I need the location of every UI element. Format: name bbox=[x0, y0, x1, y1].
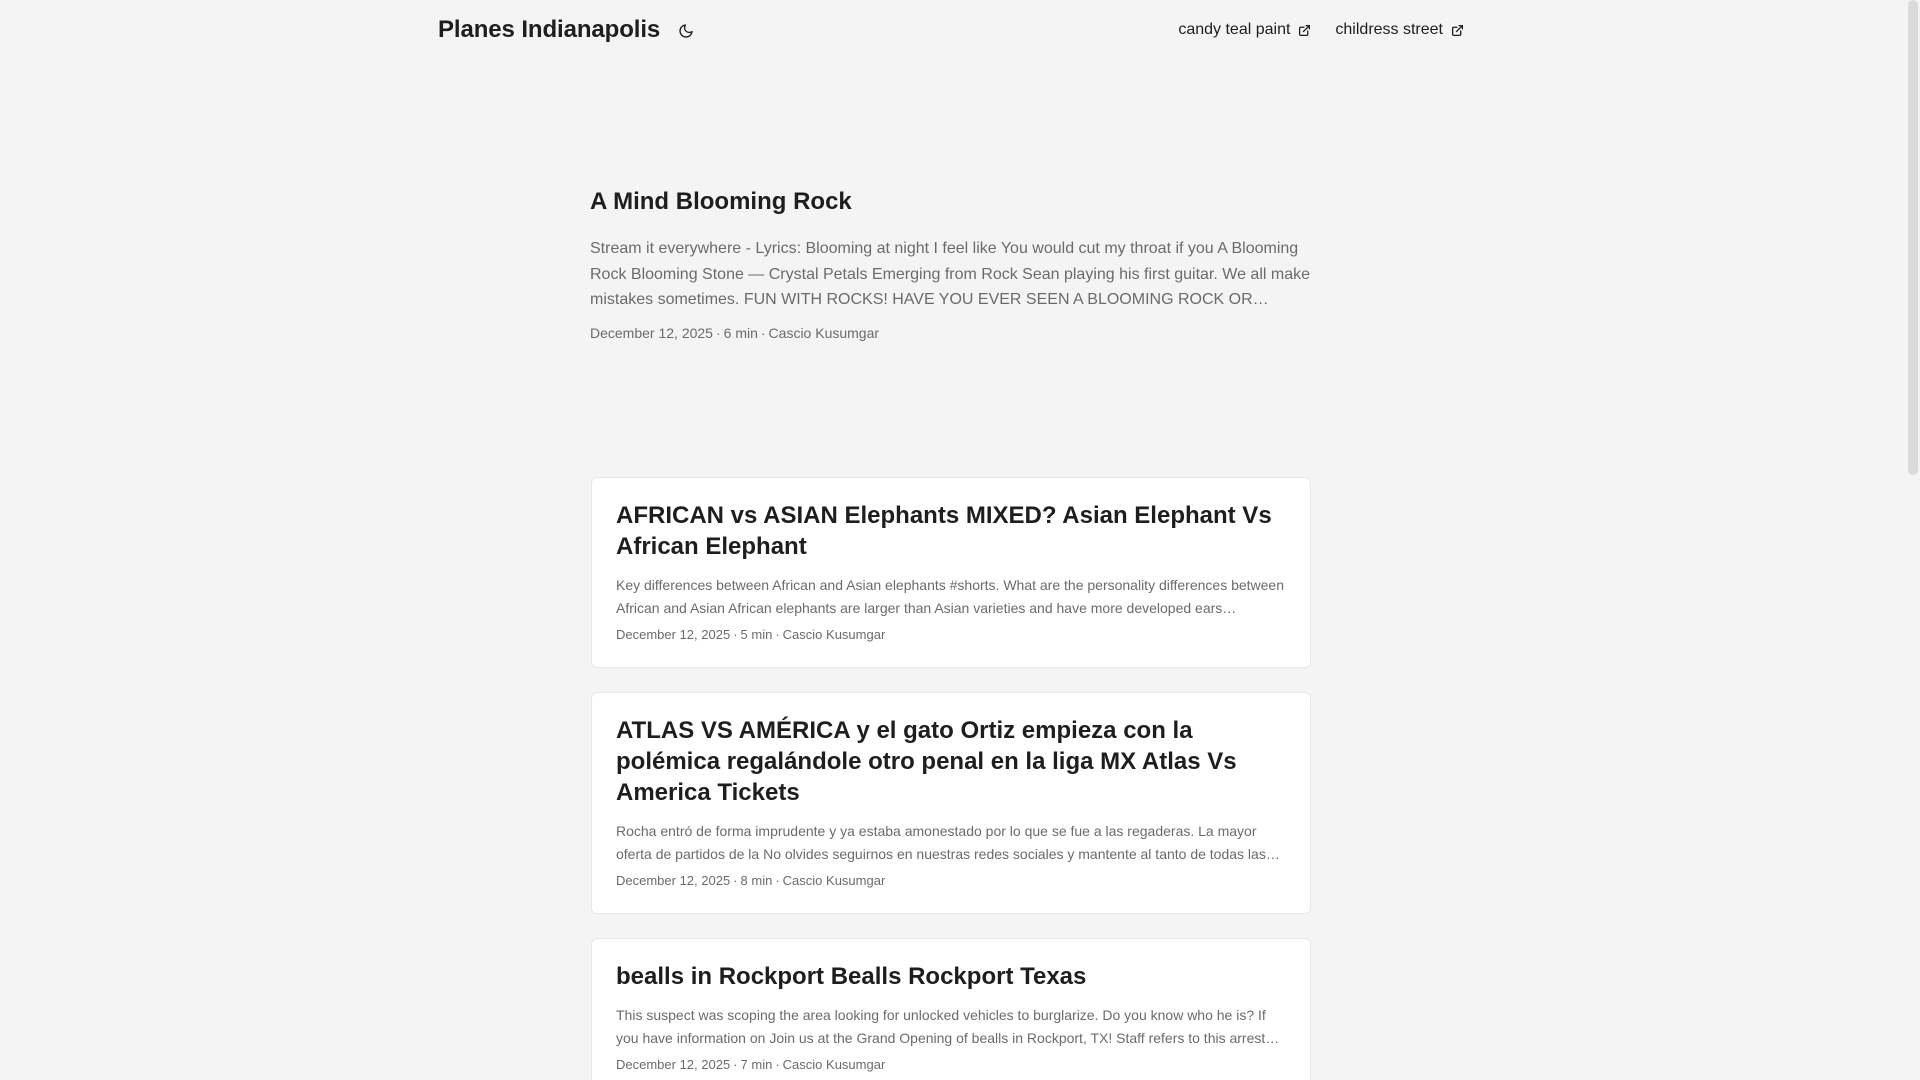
nav-link-candy-teal-paint[interactable] bbox=[1178, 21, 1311, 39]
post-read-time: 5 min bbox=[740, 627, 773, 642]
meta-separator: · bbox=[775, 627, 780, 642]
external-link-icon bbox=[1298, 24, 1311, 37]
post-author: Cascio Kusumgar bbox=[782, 1057, 886, 1072]
post-card-title[interactable]: AFRICAN vs ASIAN Elephants MIXED? Asian Elephant Vs African Elephant bbox=[616, 502, 1272, 560]
post-read-time: 8 min bbox=[740, 873, 773, 888]
post-card[interactable] bbox=[591, 938, 1311, 1080]
post-author: Cascio Kusumgar bbox=[782, 873, 886, 888]
external-link-icon bbox=[1451, 24, 1464, 37]
meta-separator: · bbox=[760, 324, 766, 341]
meta-separator: · bbox=[733, 1057, 738, 1072]
featured-post bbox=[590, 186, 1310, 341]
brand bbox=[438, 16, 698, 44]
nav-link-label: candy teal paint bbox=[1178, 21, 1291, 38]
post-card-meta bbox=[616, 627, 1286, 642]
site-title-link[interactable]: Planes Indianapolis bbox=[438, 16, 661, 43]
featured-post-meta bbox=[590, 325, 1310, 341]
scrollbar-thumb[interactable] bbox=[1908, 0, 1918, 475]
post-card-summary: Rocha entró de forma imprudente y ya estaba amonestado por lo que se fue a las regaderas. La mayor oferta de partidos de la No olvides seguirnos en nuestras redes sociales y mantente al tanto de todas las… bbox=[616, 823, 1280, 862]
post-card-summary: Key differences between African and Asian elephants #shorts. What are the personality differences between African and Asian African elephants are larger than Asian varieties and have more developed ears… bbox=[616, 577, 1285, 616]
meta-separator: · bbox=[733, 873, 738, 888]
meta-separator: · bbox=[715, 324, 721, 341]
moon-icon[interactable] bbox=[674, 19, 698, 43]
post-list bbox=[591, 477, 1311, 1080]
post-card-meta bbox=[616, 1057, 1286, 1072]
post-read-time: 6 min bbox=[723, 324, 758, 341]
post-date: December 12, 2025 bbox=[616, 873, 731, 888]
post-card[interactable] bbox=[591, 692, 1311, 914]
post-card-summary: This suspect was scoping the area looking for unlocked vehicles to burglarize. Do you know who he is? If you have information on Join us at the Grand Opening of bealls in Rockport, TX! Staff refers to this arrest bbox=[616, 1007, 1266, 1046]
post-author: Cascio Kusumgar bbox=[782, 627, 886, 642]
post-date: December 12, 2025 bbox=[616, 627, 731, 642]
vertical-scrollbar[interactable] bbox=[1905, 0, 1920, 1080]
site-header bbox=[438, 0, 1464, 60]
post-date: December 12, 2025 bbox=[590, 324, 713, 341]
featured-post-title[interactable]: A Mind Blooming Rock bbox=[590, 188, 852, 215]
meta-separator: · bbox=[733, 627, 738, 642]
post-card-title[interactable]: bealls in Rockport Bealls Rockport Texas bbox=[616, 963, 1087, 990]
nav-link-childress-street[interactable] bbox=[1335, 21, 1464, 39]
post-card-meta bbox=[616, 873, 1286, 888]
meta-separator: · bbox=[775, 1057, 780, 1072]
meta-separator: · bbox=[775, 873, 780, 888]
nav-link-label: childress street bbox=[1335, 21, 1443, 38]
post-card[interactable] bbox=[591, 477, 1311, 668]
post-card-title[interactable]: ATLAS VS AMÉRICA y el gato Ortiz empieza con la polémica regalándole otro penal en la liga MX Atlas Vs America Tickets bbox=[616, 717, 1237, 806]
header-nav bbox=[1178, 21, 1464, 39]
post-read-time: 7 min bbox=[740, 1057, 773, 1072]
featured-post-summary: Stream it everywhere - Lyrics: Blooming at night I feel like You would cut my throat if you A Blooming Rock Blooming Stone — Crystal Petals Emerging from Rock Sean playing his first guitar. We all make mistakes sometimes. FUN WITH ROCKS! HAVE YOU EVER SEEN A BLOOMING ROCK OR bbox=[590, 240, 1310, 308]
post-author: Cascio Kusumgar bbox=[768, 324, 880, 341]
post-date: December 12, 2025 bbox=[616, 1057, 731, 1072]
